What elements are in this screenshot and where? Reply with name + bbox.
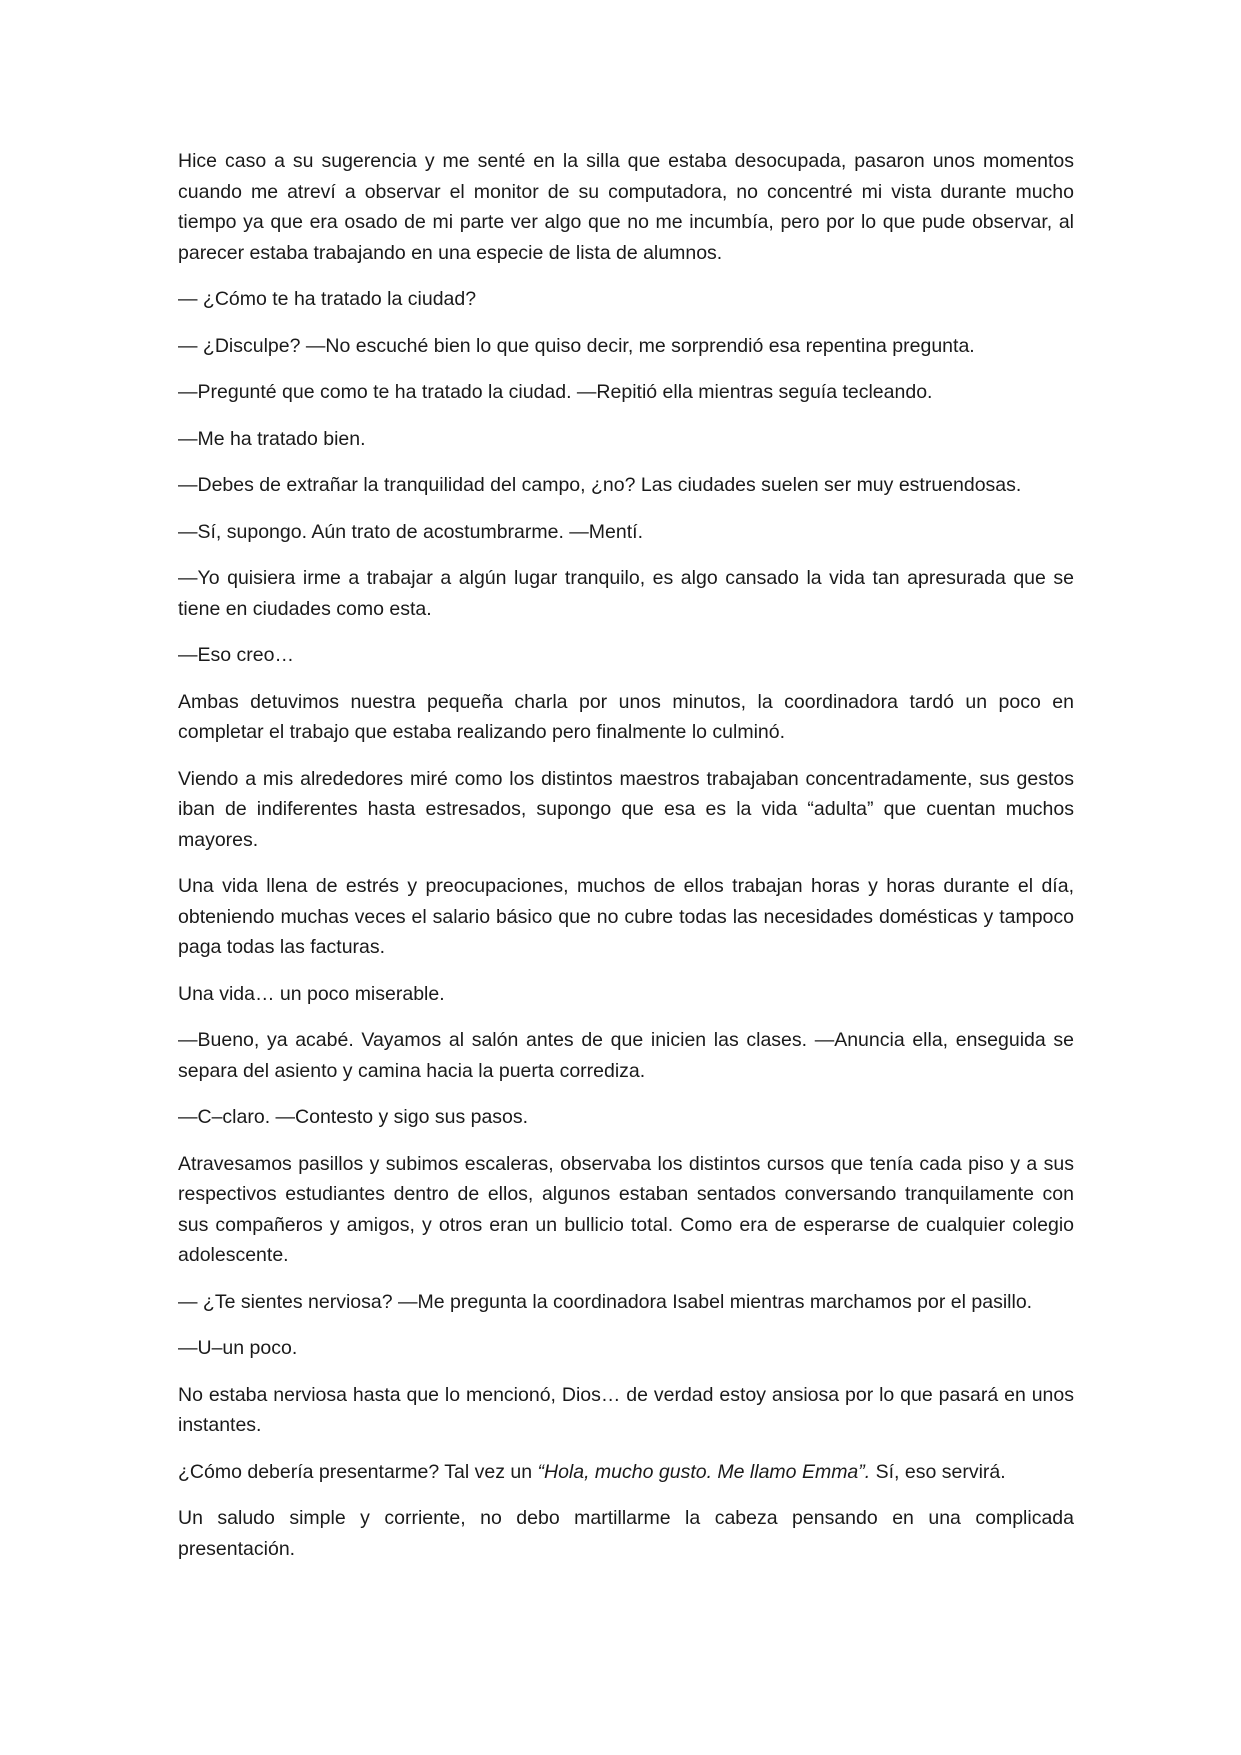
paragraph-1: Hice caso a su sugerencia y me senté en la silla que estaba desocupada, pasaron unos momentos cuando me atreví a observar el monitor de su computadora, no concentré mi vista durante mucho tiempo ya que era osado de mi parte ver algo que no me incumbía, pero por lo que pude observar, al parecer estaba trabajando en una especie de lista de alumnos. (178, 150, 1074, 264)
paragraph-3: — ¿Disculpe? —No escuché bien lo que quiso decir, me sorprendió esa repentina pregunta. (178, 334, 975, 357)
paragraph-20-before: ¿Cómo debería presentarme? Tal vez un (178, 1460, 538, 1483)
paragraph-21: Un saludo simple y corriente, no debo martillarme la cabeza pensando en una complicada presentación. (178, 1507, 1074, 1560)
paragraph-2: — ¿Cómo te ha tratado la ciudad? (178, 288, 477, 310)
paragraph-18: —U–un poco. (178, 1337, 298, 1359)
paragraph-16: Atravesamos pasillos y subimos escaleras, observaba los distintos cursos que tenía cada piso y a sus respectivos estudiantes dentro de ellos, algunos estaban sentados conversando tranquilamente con sus compañeros y amigos, y otros eran un bullicio total. Como era de esperarse de cualquier colegio adolescente. (178, 1152, 1074, 1266)
document-page (178, 146, 1074, 1564)
paragraph-11: Viendo a mis alrededores miré como los distintos maestros trabajaban concentradamente, sus gestos iban de indiferentes hasta estresados, supongo que esa es la vida “adulta” que cuentan muchos mayores. (178, 767, 1074, 851)
paragraph-10: Ambas detuvimos nuestra pequeña charla por unos minutos, la coordinadora tardó un poco en completar el trabajo que estaba realizando pero finalmente lo culminó. (178, 690, 1074, 743)
paragraph-7: —Sí, supongo. Aún trato de acostumbrarme. —Mentí. (178, 520, 643, 543)
paragraph-19: No estaba nerviosa hasta que lo mencionó, Dios… de verdad estoy ansiosa por lo que pasará en unos instantes. (178, 1383, 1074, 1436)
paragraph-14: —Bueno, ya acabé. Vayamos al salón antes de que inicien las clases. —Anuncia ella, enseguida se separa del asiento y camina hacia la puerta corrediza. (178, 1029, 1074, 1082)
paragraph-17: — ¿Te sientes nerviosa? —Me pregunta la coordinadora Isabel mientras marchamos por el pasillo. (178, 1290, 1033, 1313)
paragraph-13: Una vida… un poco miserable. (178, 982, 445, 1005)
paragraph-8: —Yo quisiera irme a trabajar a algún lugar tranquilo, es algo cansado la vida tan apresurada que se tiene en ciudades como esta. (178, 567, 1074, 620)
paragraph-6: —Debes de extrañar la tranquilidad del campo, ¿no? Las ciudades suelen ser muy estruendosas. (178, 474, 1022, 496)
paragraph-12: Una vida llena de estrés y preocupaciones, muchos de ellos trabajan horas y horas durante el día, obteniendo muchas veces el salario básico que no cubre todas las necesidades domésticas y tampoco paga todas las facturas. (178, 875, 1074, 958)
paragraph-5: —Me ha tratado bien. (178, 427, 366, 450)
paragraph-20-quote: “Hola, mucho gusto. Me llamo Emma”. (537, 1460, 871, 1483)
paragraph-15: —C–claro. —Contesto y sigo sus pasos. (178, 1106, 529, 1128)
paragraph-20 (178, 1457, 1074, 1488)
paragraph-20-after: Sí, eso servirá. (870, 1460, 1006, 1483)
paragraph-9: —Eso creo… (178, 644, 294, 666)
paragraph-4: —Pregunté que como te ha tratado la ciudad. —Repitió ella mientras seguía tecleando. (178, 381, 933, 403)
